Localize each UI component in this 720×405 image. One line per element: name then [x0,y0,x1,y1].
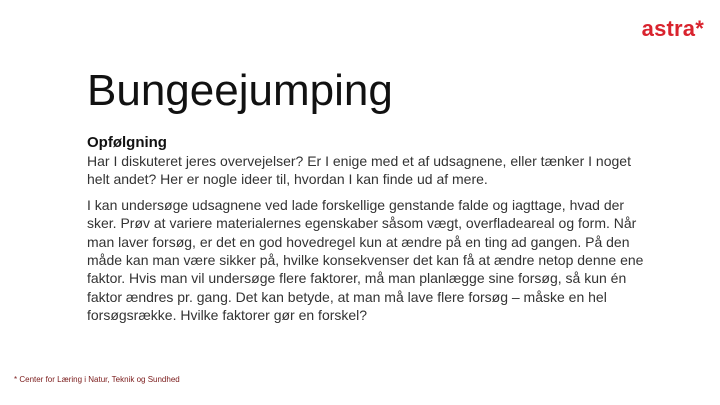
section-subheading: Opfølgning [87,134,167,151]
paragraph-2: I kan undersøge udsagnene ved lade forskellige genstande falde og iagttage, hvad der sker. Prøv at variere materialernes egenskaber såsom vægt, overfladeareal og form. Når man laver forsøg, er det en god hovedregel kun at ændre på en ting ad gangen. På den måde kan man være sikker på, hvilke konsekvenser det kan få at ændre netop denne ene faktor. Hvis man vil undersøge flere faktorer, må man planlægge sine forsøg, så kun én faktor ændres pr. gang. Det kan betyde, at man må lave flere forsøg – måske en hel forsøgsrække. Hvilke faktorer gør en forskel? [87,196,644,324]
astra-logo: astra* [641,16,704,41]
slide-body [87,134,647,325]
paragraph-1: Har I diskuteret jeres overvejelser? Er I enige med et af udsagnene, eller tænker I noget helt andet? Her er nogle ideer til, hvordan I kan finde ud af mere. [87,153,631,188]
slide-title: Bungeejumping [87,66,393,115]
footer-note: * Center for Læring i Natur, Teknik og Sundhed [14,375,180,384]
